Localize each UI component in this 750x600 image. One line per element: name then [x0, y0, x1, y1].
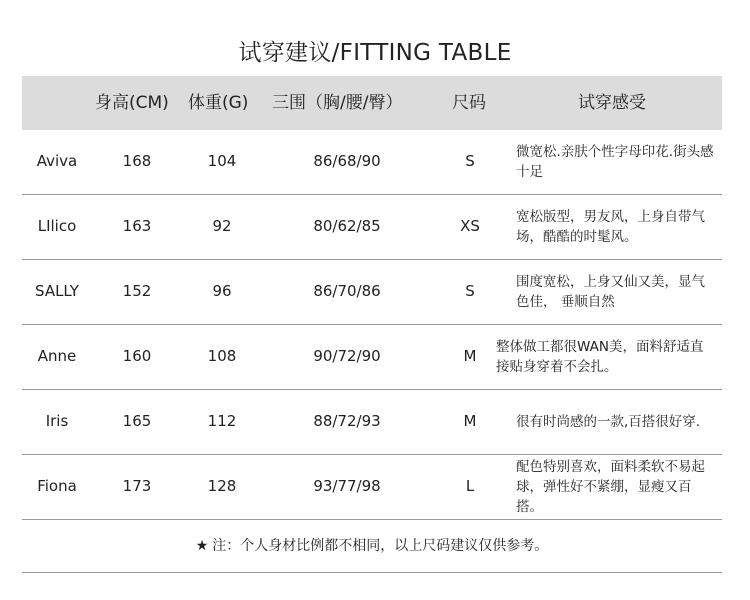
- cell-feedback: [516, 130, 716, 193]
- cell-measurements: 86/68/90: [313, 152, 381, 170]
- page-title: 试穿建议/FITTING TABLE: [238, 40, 512, 66]
- table-row: [22, 390, 722, 455]
- cell-name: Iris: [45, 412, 69, 430]
- cell-feedback: [516, 390, 716, 453]
- cell-measurements: 88/72/93: [313, 412, 381, 430]
- header-weight: 体重(G): [188, 93, 249, 113]
- cell-measurements: 86/70/86: [313, 282, 381, 300]
- cell-size: XS: [460, 217, 480, 235]
- table-row: [22, 325, 722, 390]
- cell-weight: 104: [207, 152, 237, 170]
- cell-weight: 128: [207, 477, 237, 495]
- table-row: [22, 130, 722, 195]
- cell-height: 168: [122, 152, 152, 170]
- feedback-text: 很有时尚感的一款,百搭很好穿.: [516, 413, 701, 430]
- fitting-table: [22, 76, 722, 573]
- cell-name: Fiona: [37, 477, 77, 495]
- cell-size: M: [463, 347, 477, 365]
- cell-weight: 112: [207, 412, 237, 430]
- table-row: [22, 455, 722, 520]
- cell-measurements: 93/77/98: [313, 477, 381, 495]
- cell-size: S: [465, 282, 475, 300]
- cell-name: SALLY: [35, 282, 79, 300]
- cell-height: 152: [122, 282, 152, 300]
- cell-weight: 92: [212, 217, 232, 235]
- header-size: 尺码: [452, 93, 486, 113]
- table-row: [22, 260, 722, 325]
- table-footer-note: [22, 520, 722, 573]
- header-height: 身高(CM): [95, 93, 169, 113]
- cell-weight: 108: [207, 347, 237, 365]
- cell-feedback: [516, 195, 716, 258]
- cell-measurements: 80/62/85: [313, 217, 381, 235]
- cell-name: Anne: [37, 347, 77, 365]
- cell-height: 163: [122, 217, 152, 235]
- cell-height: 165: [122, 412, 152, 430]
- cell-feedback: [516, 260, 716, 323]
- feedback-text: 围度宽松，上身又仙又美，显气色佳， 垂顺自然: [516, 273, 705, 310]
- cell-measurements: 90/72/90: [313, 347, 381, 365]
- cell-height: 160: [122, 347, 152, 365]
- cell-size: L: [465, 477, 475, 495]
- table-row: [22, 195, 722, 260]
- feedback-text: 配色特别喜欢，面料柔软不易起球，弹性好不紧绷，显瘦又百搭。: [516, 458, 705, 515]
- star-icon: ★: [195, 538, 209, 554]
- cell-weight: 96: [212, 282, 232, 300]
- feedback-text: 整体做工都很WAN美，面料舒适直接贴身穿着不会扎。: [496, 338, 704, 375]
- cell-size: M: [463, 412, 477, 430]
- feedback-text: 微宽松.亲肤个性字母印花.街头感十足: [516, 143, 714, 180]
- cell-height: 173: [122, 477, 152, 495]
- header-measurements: 三围（胸/腰/臀）: [272, 93, 403, 113]
- cell-feedback: [516, 455, 716, 518]
- cell-feedback: [496, 325, 716, 388]
- table-header: [22, 76, 722, 130]
- cell-size: S: [465, 152, 475, 170]
- feedback-text: 宽松版型，男友风，上身自带气场，酷酷的时髦风。: [516, 208, 705, 245]
- header-feedback: 试穿感受: [578, 93, 646, 113]
- cell-name: LIlico: [37, 217, 77, 235]
- footer-note-text: 注：个人身材比例都不相同，以上尺码建议仅供参考。: [212, 538, 549, 554]
- cell-name: Aviva: [36, 152, 78, 170]
